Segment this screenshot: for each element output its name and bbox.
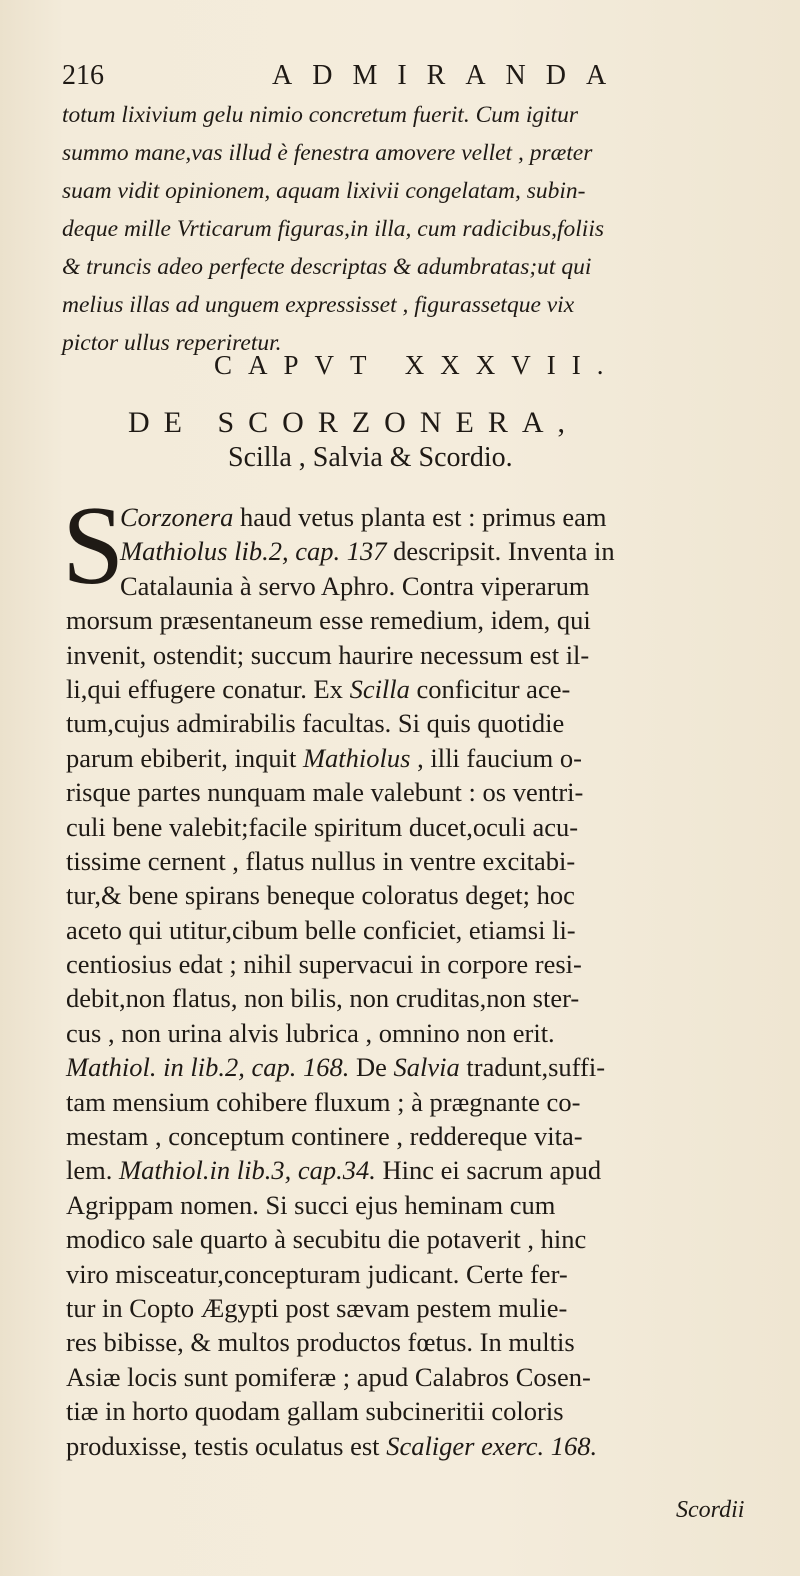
text-segment: tur,& bene spirans beneque coloratus deget; hoc bbox=[66, 880, 575, 911]
italic-line: totum lixivium gelu nimio concretum fuerit. Cum igitur bbox=[62, 102, 579, 128]
text-segment: invenit, ostendit; succum haurire necessum est il- bbox=[66, 639, 590, 670]
text-segment: , illi faucium o- bbox=[410, 742, 582, 773]
body-text bbox=[66, 500, 766, 1463]
text-segment: tissime cernent , flatus nullus in ventre excitabi- bbox=[66, 845, 576, 876]
running-head: ADMIRANDA bbox=[272, 60, 627, 91]
text-segment: centiosius edat ; nihil supervacui in corpore resi- bbox=[66, 949, 582, 980]
body-line bbox=[66, 1050, 766, 1084]
chapter-title: CAPVT XXXVII. bbox=[214, 350, 620, 380]
text-segment: conficitur ace- bbox=[409, 673, 571, 704]
italic-line: summo mane,vas illud è fenestra amovere vellet , præter bbox=[62, 140, 593, 166]
text-segment: Agrippam nomen. Si succi ejus heminam cum bbox=[66, 1189, 556, 1220]
body-line bbox=[66, 1394, 766, 1428]
text-segment: debit,non flatus, non bilis, non cruditas,non ster- bbox=[66, 983, 580, 1014]
body-line bbox=[66, 878, 766, 912]
drop-cap: S bbox=[62, 484, 125, 608]
italic-segment: Mathiol.in lib.3, cap.34. bbox=[119, 1155, 376, 1186]
text-segment: morsum præsentaneum esse remedium, idem, qui bbox=[66, 605, 591, 636]
body-line bbox=[66, 1325, 766, 1359]
text-segment: parum ebiberit, inquit bbox=[66, 742, 303, 773]
body-line bbox=[66, 534, 766, 568]
text-segment: modico sale quarto à secubitu die potaverit , hinc bbox=[66, 1224, 587, 1255]
body-line bbox=[66, 913, 766, 947]
body-line bbox=[66, 500, 766, 534]
text-segment: aceto qui utitur,cibum belle conficiet, etiamsi li- bbox=[66, 914, 576, 945]
body-line bbox=[66, 844, 766, 878]
italic-segment: Scilla bbox=[349, 673, 410, 704]
body-line bbox=[66, 1257, 766, 1291]
body-line bbox=[66, 569, 766, 603]
italic-line: melius illas ad unguem expressisset , figurassetque vix bbox=[62, 292, 575, 318]
text-segment: risque partes nunquam male valebunt : os ventri- bbox=[66, 777, 584, 808]
body-line bbox=[66, 981, 766, 1015]
body-line bbox=[66, 638, 766, 672]
body-line bbox=[66, 672, 766, 706]
italic-segment: Scaliger exerc. 168. bbox=[386, 1430, 598, 1461]
body-line bbox=[66, 706, 766, 740]
body-line bbox=[66, 1188, 766, 1222]
italic-segment: Mathiolus lib.2, cap. 137 bbox=[120, 536, 387, 567]
text-segment: li,qui effugere conatur. Ex bbox=[66, 673, 350, 704]
body-line bbox=[66, 1119, 766, 1153]
text-segment: tradunt,suffi- bbox=[459, 1052, 606, 1083]
body-line bbox=[66, 810, 766, 844]
body-line bbox=[66, 1222, 766, 1256]
text-segment: produxisse, testis oculatus est bbox=[66, 1430, 387, 1461]
text-segment: Asiæ locis sunt pomiferæ ; apud Calabros Cosen- bbox=[66, 1361, 591, 1392]
italic-paragraph bbox=[62, 96, 762, 362]
body-line bbox=[66, 741, 766, 775]
italic-line: deque mille Vrticarum figuras,in illa, cum radicibus,foliis bbox=[62, 216, 604, 242]
body-line bbox=[66, 1153, 766, 1187]
italic-segment: Salvia bbox=[393, 1052, 460, 1083]
body-line bbox=[66, 603, 766, 637]
chapter-heading: DE SCORZONERA, bbox=[128, 406, 580, 439]
italic-line: suam vidit opinionem, aquam lixivii congelatam, subin- bbox=[62, 178, 586, 204]
text-segment: descripsit. Inventa in bbox=[386, 536, 615, 567]
page-header bbox=[62, 60, 742, 96]
italic-segment: Mathiolus bbox=[302, 742, 411, 773]
italic-line: pictor ullus reperiretur. bbox=[62, 330, 282, 356]
italic-segment: Corzonera bbox=[120, 502, 234, 532]
text-segment: viro misceatur,concepturam judicant. Certe fer- bbox=[66, 1258, 568, 1289]
italic-line: & truncis adeo perfecte descriptas & adumbratas;ut qui bbox=[62, 254, 592, 280]
text-segment: tur in Copto Ægypti post sævam pestem mulie- bbox=[66, 1292, 568, 1323]
text-segment: haud vetus planta est : primus eam bbox=[233, 502, 607, 532]
text-segment: culi bene valebit;facile spiritum ducet,oculi acu- bbox=[66, 811, 579, 842]
text-segment: Catalaunia à servo Aphro. Contra viperarum bbox=[120, 570, 590, 601]
body-line bbox=[66, 1429, 766, 1463]
text-segment: mestam , conceptum continere , reddereque vita- bbox=[66, 1121, 583, 1152]
text-segment: Hinc ei sacrum apud bbox=[375, 1155, 602, 1186]
page-number: 216 bbox=[62, 60, 104, 91]
text-segment: cus , non urina alvis lubrica , omnino non erit. bbox=[66, 1017, 555, 1048]
text-segment: tam mensium cohibere fluxum ; à prægnante co- bbox=[66, 1086, 581, 1117]
chapter-subheading: Scilla , Salvia & Scordio. bbox=[228, 442, 513, 473]
text-segment: tum,cujus admirabilis facultas. Si quis quotidie bbox=[66, 708, 565, 739]
catchword: Scordii bbox=[676, 1497, 745, 1523]
text-segment: res bibisse, & multos productos fœtus. In multis bbox=[66, 1327, 575, 1358]
text-segment: lem. bbox=[66, 1155, 119, 1186]
body-line bbox=[66, 947, 766, 981]
body-line bbox=[66, 775, 766, 809]
body-line bbox=[66, 1360, 766, 1394]
text-segment: De bbox=[349, 1052, 394, 1083]
body-line bbox=[66, 1016, 766, 1050]
body-line bbox=[66, 1291, 766, 1325]
text-segment: tiæ in horto quodam gallam subcineritii coloris bbox=[66, 1396, 564, 1427]
italic-segment: Mathiol. in lib.2, cap. 168. bbox=[66, 1052, 350, 1083]
body-line bbox=[66, 1085, 766, 1119]
